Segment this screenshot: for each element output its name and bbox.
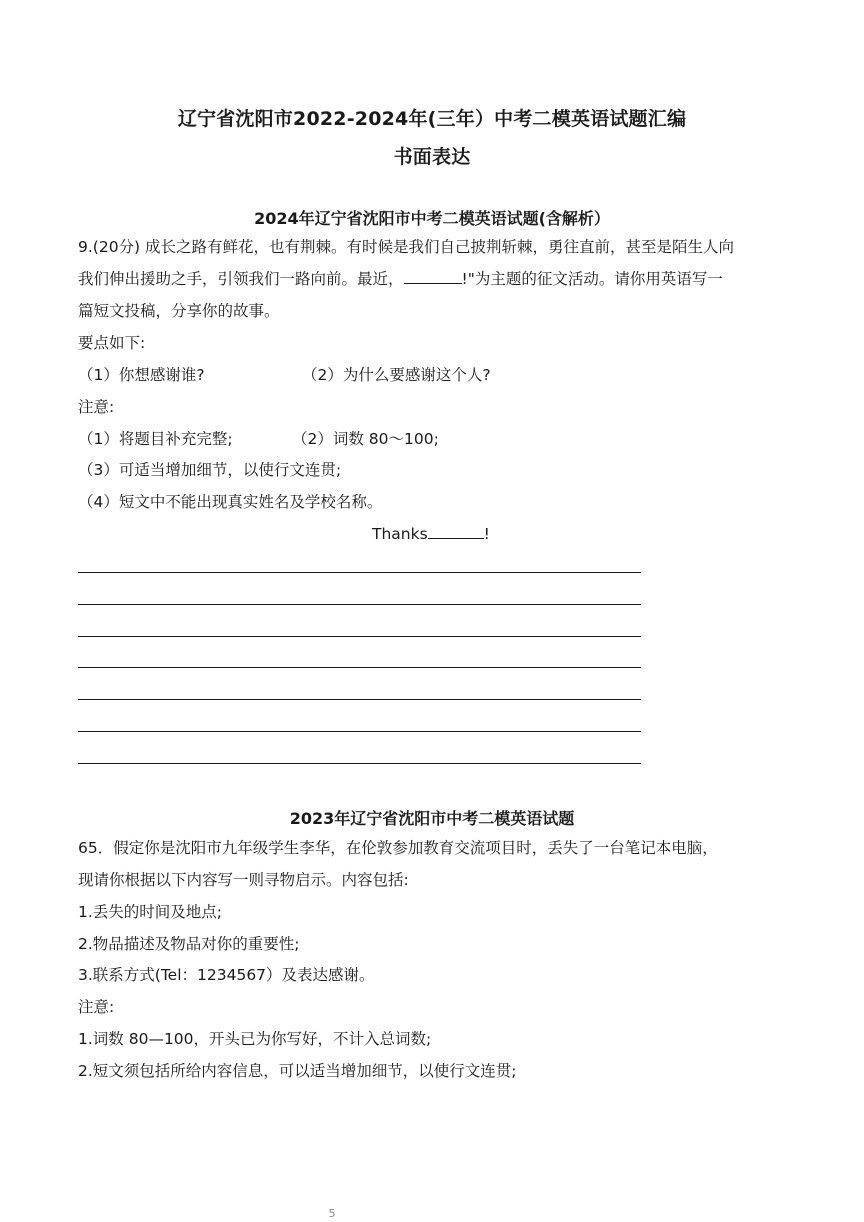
note-2-2024: （2）词数 80～100; xyxy=(292,430,439,448)
content-item-2: 2.物品描述及物品对你的重要性; xyxy=(78,935,300,953)
question-65-line-2: 现请你根据以下内容写一则寻物启示。内容包括: xyxy=(78,871,409,889)
note-1-2023: 1.词数 80—100，开头已为你写好，不计入总词数; xyxy=(78,1030,432,1048)
question-9-line-3: 篇短文投稿，分享你的故事。 xyxy=(78,302,280,320)
notes-label-2023: 注意: xyxy=(78,998,115,1016)
question-9-line-2-start: 我们伸出援助之手，引领我们一路向前。最近， xyxy=(78,270,404,288)
points-label: 要点如下: xyxy=(78,334,146,352)
question-9-line-2-end: !"为主题的征文活动。请你用英语写一 xyxy=(461,270,723,288)
answer-line xyxy=(78,636,641,637)
thanks-word: Thanks xyxy=(372,525,428,543)
thanks-exclamation: ! xyxy=(483,525,490,543)
point-2: （2）为什么要感谢这个人? xyxy=(302,366,491,384)
question-65-line-1: 65．假定你是沈阳市九年级学生李华，在伦敦参加教育交流项目时，丢失了一台笔记本电脑， xyxy=(78,839,718,857)
answer-line xyxy=(78,572,641,573)
question-9-line-2 xyxy=(78,269,723,289)
page-number: 5 xyxy=(328,1207,336,1220)
answer-line xyxy=(78,731,641,732)
document-title: 辽宁省沈阳市2022-2024年(三年）中考二模英语试题汇编 xyxy=(177,108,687,130)
section-2023-heading: 2023年辽宁省沈阳市中考二模英语试题 xyxy=(289,809,575,828)
answer-line xyxy=(78,763,641,764)
content-item-1: 1.丢失的时间及地点; xyxy=(78,903,223,921)
note-2-2023: 2.短文须包括所给内容信息，可以适当增加细节，以使行文连贯; xyxy=(78,1062,517,1080)
note-1-2024: （1）将题目补充完整; xyxy=(78,430,233,448)
point-1: （1）你想感谢谁? xyxy=(78,366,205,384)
answer-line xyxy=(78,667,641,668)
document-subtitle: 书面表达 xyxy=(393,146,471,168)
thanks-line xyxy=(372,524,490,544)
answer-line xyxy=(78,604,641,605)
content-item-3: 3.联系方式(Tel：1234567）及表达感谢。 xyxy=(78,966,375,984)
title-blank xyxy=(404,269,462,284)
section-2024-heading: 2024年辽宁省沈阳市中考二模英语试题(含解析） xyxy=(254,209,610,228)
answer-line xyxy=(78,699,641,700)
notes-label-2024: 注意: xyxy=(78,398,115,416)
note-4-2024: （4）短文中不能出现真实姓名及学校名称。 xyxy=(78,493,383,511)
question-9-line-1: 9.(20分) 成长之路有鲜花，也有荆棘。有时候是我们自己披荆斩棘，勇往直前，甚至是陌生人向 xyxy=(78,238,735,256)
thanks-blank xyxy=(428,524,484,539)
note-3-2024: （3）可适当增加细节，以使行文连贯; xyxy=(78,461,342,479)
